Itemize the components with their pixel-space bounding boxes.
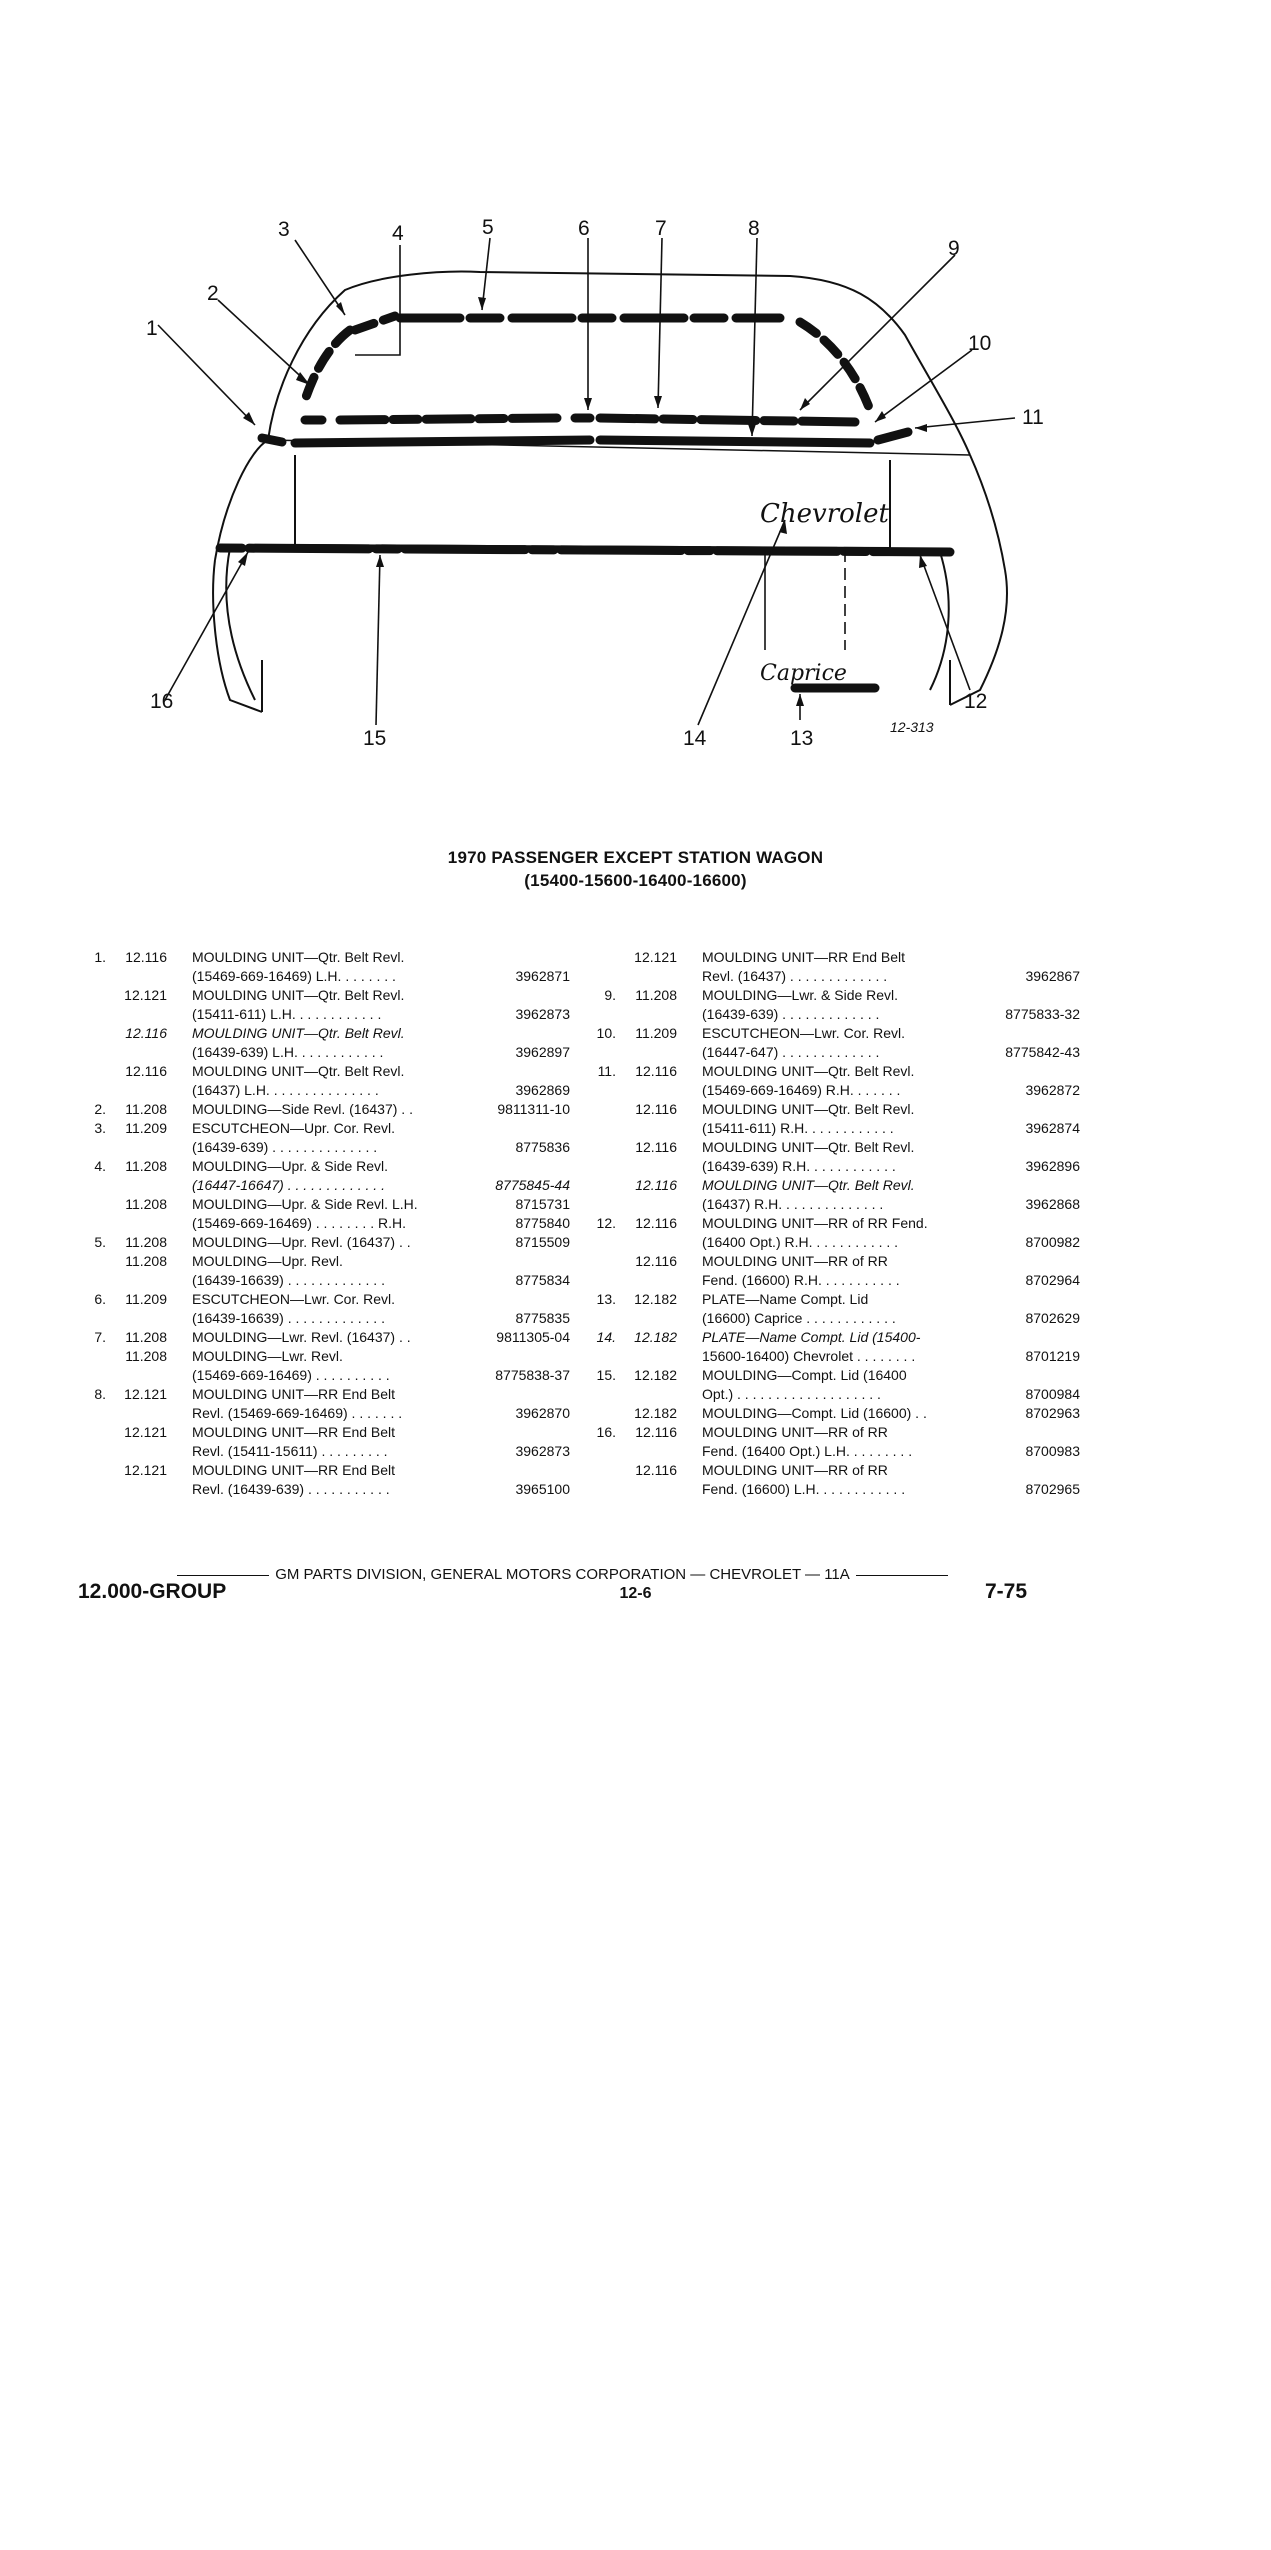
callout-8: 8 bbox=[748, 217, 760, 240]
part-description: (16439-16639) . . . . . . . . . . . . . bbox=[192, 1310, 385, 1326]
parts-row bbox=[70, 1328, 570, 1347]
part-description: Revl. (16439-639) . . . . . . . . . . . bbox=[192, 1481, 390, 1497]
part-description: MOULDING UNIT—Qtr. Belt Revl. bbox=[702, 1177, 915, 1193]
part-number: 8702629 bbox=[1025, 1310, 1080, 1326]
callout-2: 2 bbox=[207, 282, 219, 305]
item-number: 2. bbox=[94, 1101, 106, 1117]
part-description: MOULDING UNIT—RR End Belt bbox=[192, 1462, 396, 1478]
part-number: 8775845-44 bbox=[495, 1177, 570, 1193]
parts-row bbox=[580, 1043, 1080, 1062]
parts-row bbox=[580, 1442, 1080, 1461]
part-number: 3962868 bbox=[1025, 1196, 1080, 1212]
parts-row bbox=[580, 1347, 1080, 1366]
parts-row bbox=[580, 1081, 1080, 1100]
part-description: (16439-639) . . . . . . . . . . . . . . bbox=[192, 1139, 378, 1155]
item-number: 10. bbox=[596, 1025, 616, 1041]
part-description: (15411-611) L.H. . . . . . . . . . . . bbox=[192, 1006, 382, 1022]
part-description: MOULDING UNIT—Qtr. Belt Revl. bbox=[192, 1063, 405, 1079]
part-description: MOULDING—Lwr. Revl. bbox=[192, 1348, 343, 1364]
group-number: 12.116 bbox=[635, 1139, 677, 1155]
group-number: 12.121 bbox=[124, 987, 167, 1003]
part-number: 8700982 bbox=[1025, 1234, 1080, 1250]
part-description: MOULDING UNIT—RR of RR bbox=[702, 1253, 888, 1269]
parts-row bbox=[580, 1005, 1080, 1024]
group-number: 12.116 bbox=[635, 1177, 677, 1193]
group-number: 11.209 bbox=[125, 1291, 167, 1307]
part-description: Fend. (16600) L.H. . . . . . . . . . . . bbox=[702, 1481, 906, 1497]
part-description: PLATE—Name Compt. Lid bbox=[702, 1291, 869, 1307]
parts-row bbox=[580, 1119, 1080, 1138]
part-number: 8775835 bbox=[515, 1310, 570, 1326]
parts-row bbox=[70, 1233, 570, 1252]
part-description: (15469-669-16469) . . . . . . . . R.H. bbox=[192, 1215, 406, 1231]
part-description: ESCUTCHEON—Lwr. Cor. Revl. bbox=[192, 1291, 396, 1307]
part-number: 8702964 bbox=[1025, 1272, 1080, 1288]
part-description: MOULDING—Lwr. & Side Revl. bbox=[702, 987, 899, 1003]
part-description: (16439-16639) . . . . . . . . . . . . . bbox=[192, 1272, 385, 1288]
footer-date: 7-75 bbox=[985, 1580, 1028, 1603]
part-description: (16437) R.H. . . . . . . . . . . . . . bbox=[702, 1196, 884, 1212]
parts-row bbox=[70, 1423, 570, 1442]
part-description: (16439-639) L.H. . . . . . . . . . . . bbox=[192, 1044, 384, 1060]
item-number: 12. bbox=[596, 1215, 616, 1231]
group-number: 11.208 bbox=[125, 1196, 167, 1212]
part-number: 3962874 bbox=[1025, 1120, 1080, 1136]
part-description: MOULDING—Upr. & Side Revl. L.H. bbox=[192, 1196, 418, 1212]
chevrolet-script: Chevrolet bbox=[760, 499, 889, 529]
callout-14: 14 bbox=[683, 727, 707, 750]
parts-row bbox=[70, 948, 570, 967]
parts-row bbox=[70, 1309, 570, 1328]
part-description: MOULDING—Side Revl. (16437) . . bbox=[192, 1101, 413, 1117]
part-description: MOULDING—Compt. Lid (16600) . . bbox=[702, 1405, 927, 1421]
item-number: 4. bbox=[94, 1158, 106, 1174]
group-number: 12.121 bbox=[124, 1386, 167, 1402]
parts-row bbox=[70, 1290, 570, 1309]
part-description: (16439-639) . . . . . . . . . . . . . bbox=[702, 1006, 880, 1022]
group-number: 12.116 bbox=[635, 1462, 677, 1478]
parts-row bbox=[70, 1366, 570, 1385]
parts-row bbox=[580, 1271, 1080, 1290]
rear-view-diagram bbox=[0, 0, 1271, 800]
parts-row bbox=[580, 1328, 1080, 1347]
part-description: 15600-16400) Chevrolet . . . . . . . . bbox=[702, 1348, 916, 1364]
part-number: 9811311-10 bbox=[497, 1101, 570, 1117]
leader-lines bbox=[158, 238, 1015, 725]
footer-division-line bbox=[95, 1566, 1030, 1583]
part-description: (16400 Opt.) R.H. . . . . . . . . . . . bbox=[702, 1234, 899, 1250]
part-number: 8702965 bbox=[1025, 1481, 1080, 1497]
parts-row bbox=[70, 1271, 570, 1290]
parts-row bbox=[70, 1404, 570, 1423]
callout-12: 12 bbox=[964, 690, 988, 713]
part-description: (16437) L.H. . . . . . . . . . . . . . . bbox=[192, 1082, 379, 1098]
item-number: 3. bbox=[94, 1120, 106, 1136]
group-number: 12.116 bbox=[125, 949, 167, 965]
part-description: MOULDING UNIT—Qtr. Belt Revl. bbox=[702, 1063, 915, 1079]
part-number: 8775836 bbox=[515, 1139, 570, 1155]
parts-row bbox=[580, 1385, 1080, 1404]
part-description: (16447-647) . . . . . . . . . . . . . bbox=[702, 1044, 880, 1060]
parts-row bbox=[580, 1404, 1080, 1423]
part-description: ESCUTCHEON—Lwr. Cor. Revl. bbox=[702, 1025, 906, 1041]
part-description: MOULDING UNIT—Qtr. Belt Revl. bbox=[192, 949, 405, 965]
part-description: MOULDING UNIT—RR of RR bbox=[702, 1424, 888, 1440]
parts-row bbox=[580, 1100, 1080, 1119]
callout-6: 6 bbox=[578, 217, 590, 240]
parts-row bbox=[70, 1157, 570, 1176]
group-number: 11.208 bbox=[125, 1329, 167, 1345]
item-number: 6. bbox=[94, 1291, 106, 1307]
part-description: MOULDING UNIT—Qtr. Belt Revl. bbox=[702, 1101, 915, 1117]
part-number: 8702963 bbox=[1025, 1405, 1080, 1421]
parts-row bbox=[70, 1176, 570, 1195]
part-description: MOULDING UNIT—Qtr. Belt Revl. bbox=[192, 1025, 405, 1041]
parts-row bbox=[70, 1195, 570, 1214]
parts-row bbox=[70, 1480, 570, 1499]
part-number: 3962871 bbox=[515, 968, 570, 984]
parts-row bbox=[70, 1138, 570, 1157]
parts-row bbox=[580, 967, 1080, 986]
callout-1: 1 bbox=[146, 317, 158, 340]
part-description: MOULDING—Lwr. Revl. (16437) . . bbox=[192, 1329, 411, 1345]
group-number: 11.208 bbox=[125, 1234, 167, 1250]
figure-code: 12-313 bbox=[890, 719, 934, 735]
part-description: MOULDING—Compt. Lid (16400 bbox=[702, 1367, 907, 1383]
callout-13: 13 bbox=[790, 727, 814, 750]
part-number: 8775838-37 bbox=[495, 1367, 570, 1383]
group-number: 12.121 bbox=[124, 1424, 167, 1440]
part-number: 3962870 bbox=[515, 1405, 570, 1421]
parts-row bbox=[580, 1233, 1080, 1252]
page-subtitle: (15400-15600-16400-16600) bbox=[524, 871, 747, 890]
parts-row bbox=[580, 1290, 1080, 1309]
parts-row bbox=[70, 1081, 570, 1100]
parts-row bbox=[580, 1214, 1080, 1233]
car-body-outline bbox=[213, 272, 1007, 712]
part-description: (16439-639) R.H. . . . . . . . . . . . bbox=[702, 1158, 896, 1174]
part-description: (15411-611) R.H. . . . . . . . . . . . bbox=[702, 1120, 894, 1136]
callout-15: 15 bbox=[363, 727, 387, 750]
part-description: Revl. (15411-15611) . . . . . . . . . bbox=[192, 1443, 388, 1459]
parts-row bbox=[580, 1157, 1080, 1176]
group-number: 11.208 bbox=[125, 1253, 167, 1269]
parts-row bbox=[70, 1252, 570, 1271]
parts-row bbox=[70, 1100, 570, 1119]
group-number: 12.116 bbox=[635, 1063, 677, 1079]
item-number: 9. bbox=[604, 987, 616, 1003]
page-title: 1970 PASSENGER EXCEPT STATION WAGON bbox=[447, 848, 824, 867]
item-number: 16. bbox=[596, 1424, 616, 1440]
parts-row bbox=[70, 1062, 570, 1081]
parts-row bbox=[580, 1366, 1080, 1385]
part-number: 8700983 bbox=[1025, 1443, 1080, 1459]
group-number: 12.116 bbox=[635, 1424, 677, 1440]
part-description: MOULDING UNIT—RR End Belt bbox=[192, 1386, 396, 1402]
group-number: 11.208 bbox=[125, 1101, 167, 1117]
parts-row bbox=[70, 967, 570, 986]
parts-row bbox=[580, 1138, 1080, 1157]
part-number: 8700984 bbox=[1025, 1386, 1080, 1402]
part-number: 3965100 bbox=[515, 1481, 570, 1497]
part-description: MOULDING UNIT—RR End Belt bbox=[192, 1424, 396, 1440]
part-description: (15469-669-16469) . . . . . . . . . . bbox=[192, 1367, 390, 1383]
parts-row bbox=[70, 986, 570, 1005]
part-description: Revl. (15469-669-16469) . . . . . . . bbox=[192, 1405, 403, 1421]
part-number: 3962867 bbox=[1025, 968, 1080, 984]
parts-row bbox=[580, 1024, 1080, 1043]
part-description: MOULDING—Upr. & Side Revl. bbox=[192, 1158, 389, 1174]
part-number: 3962869 bbox=[515, 1082, 570, 1098]
parts-row bbox=[580, 948, 1080, 967]
group-number: 12.116 bbox=[125, 1063, 167, 1079]
part-description: PLATE—Name Compt. Lid (15400- bbox=[702, 1329, 921, 1345]
item-number: 15. bbox=[596, 1367, 616, 1383]
group-number: 11.209 bbox=[635, 1025, 677, 1041]
group-number: 11.208 bbox=[635, 987, 677, 1003]
group-number: 11.208 bbox=[125, 1158, 167, 1174]
part-number: 3962872 bbox=[1025, 1082, 1080, 1098]
group-number: 12.116 bbox=[635, 1215, 677, 1231]
part-number: 9811305-04 bbox=[496, 1329, 570, 1345]
part-description: MOULDING UNIT—RR End Belt bbox=[702, 949, 906, 965]
parts-row bbox=[70, 1347, 570, 1366]
footer-division: GM PARTS DIVISION, GENERAL MOTORS CORPORATION — CHEVROLET — 11A bbox=[275, 1566, 850, 1583]
parts-row bbox=[580, 1480, 1080, 1499]
part-number: 3962896 bbox=[1025, 1158, 1080, 1174]
item-number: 7. bbox=[94, 1329, 106, 1345]
part-description: (16600) Caprice . . . . . . . . . . . . bbox=[702, 1310, 896, 1326]
item-number: 5. bbox=[94, 1234, 106, 1250]
callout-10: 10 bbox=[968, 332, 992, 355]
parts-row bbox=[580, 1423, 1080, 1442]
part-number: 8715509 bbox=[515, 1234, 570, 1250]
item-number: 11. bbox=[597, 1063, 616, 1079]
part-number: 3962873 bbox=[515, 1443, 570, 1459]
part-description: Fend. (16400 Opt.) L.H. . . . . . . . . bbox=[702, 1443, 913, 1459]
part-description: ESCUTCHEON—Upr. Cor. Revl. bbox=[192, 1120, 396, 1136]
parts-row bbox=[70, 1385, 570, 1404]
group-number: 12.121 bbox=[634, 949, 677, 965]
parts-row bbox=[580, 1461, 1080, 1480]
part-description: (15469-669-16469) L.H. . . . . . . . bbox=[192, 968, 396, 984]
callout-16: 16 bbox=[150, 690, 174, 713]
group-number: 11.208 bbox=[125, 1348, 167, 1364]
callout-9: 9 bbox=[948, 237, 960, 260]
group-number: 12.182 bbox=[634, 1405, 677, 1421]
part-description: MOULDING UNIT—RR of RR bbox=[702, 1462, 888, 1478]
callout-4: 4 bbox=[392, 222, 404, 245]
part-number: 8775840 bbox=[515, 1215, 570, 1231]
group-number: 11.209 bbox=[125, 1120, 167, 1136]
part-number: 8775833-32 bbox=[1005, 1006, 1080, 1022]
parts-row bbox=[580, 1309, 1080, 1328]
part-description: MOULDING UNIT—Qtr. Belt Revl. bbox=[192, 987, 405, 1003]
caprice-script: Caprice bbox=[760, 661, 847, 686]
group-number: 12.121 bbox=[124, 1462, 167, 1478]
footer-group: 12.000-GROUP bbox=[78, 1580, 227, 1603]
parts-row bbox=[580, 1195, 1080, 1214]
item-number: 13. bbox=[596, 1291, 616, 1307]
part-description: (16447-16647) . . . . . . . . . . . . . bbox=[192, 1177, 385, 1193]
parts-row bbox=[580, 986, 1080, 1005]
group-number: 12.182 bbox=[634, 1329, 677, 1345]
part-description: MOULDING UNIT—Qtr. Belt Revl. bbox=[702, 1139, 915, 1155]
callout-7: 7 bbox=[655, 217, 667, 240]
group-number: 12.116 bbox=[635, 1253, 677, 1269]
parts-row bbox=[70, 1442, 570, 1461]
footer-page-number: 12-6 bbox=[619, 1585, 652, 1602]
part-description: Opt.) . . . . . . . . . . . . . . . . . . . bbox=[702, 1386, 881, 1402]
part-number: 3962897 bbox=[515, 1044, 570, 1060]
part-number: 8775842-43 bbox=[1005, 1044, 1080, 1060]
part-number: 8775834 bbox=[515, 1272, 570, 1288]
item-number: 8. bbox=[94, 1386, 106, 1402]
group-number: 12.182 bbox=[634, 1367, 677, 1383]
part-description: Fend. (16600) R.H. . . . . . . . . . . bbox=[702, 1272, 900, 1288]
parts-row bbox=[70, 1214, 570, 1233]
group-number: 12.116 bbox=[635, 1101, 677, 1117]
parts-list-right bbox=[580, 948, 1080, 1499]
item-number: 1. bbox=[94, 949, 106, 965]
callout-3: 3 bbox=[278, 218, 290, 241]
part-description: MOULDING—Upr. Revl. (16437) . . bbox=[192, 1234, 411, 1250]
parts-list-left bbox=[70, 948, 570, 1499]
part-number: 3962873 bbox=[515, 1006, 570, 1022]
parts-row bbox=[580, 1062, 1080, 1081]
parts-row bbox=[70, 1005, 570, 1024]
item-number: 14. bbox=[596, 1329, 616, 1345]
parts-row bbox=[70, 1043, 570, 1062]
parts-row bbox=[70, 1461, 570, 1480]
callout-5: 5 bbox=[482, 216, 494, 239]
part-description: Revl. (16437) . . . . . . . . . . . . . bbox=[702, 968, 888, 984]
part-description: MOULDING UNIT—RR of RR Fend. bbox=[702, 1215, 928, 1231]
part-description: MOULDING—Upr. Revl. bbox=[192, 1253, 343, 1269]
parts-row bbox=[70, 1119, 570, 1138]
part-description: (15469-669-16469) R.H. . . . . . . bbox=[702, 1082, 901, 1098]
part-number: 8715731 bbox=[515, 1196, 570, 1212]
group-number: 12.182 bbox=[634, 1291, 677, 1307]
part-number: 8701219 bbox=[1025, 1348, 1080, 1364]
callout-11: 11 bbox=[1022, 406, 1044, 429]
group-number: 12.116 bbox=[125, 1025, 167, 1041]
parts-row bbox=[580, 1176, 1080, 1195]
parts-row bbox=[70, 1024, 570, 1043]
parts-row bbox=[580, 1252, 1080, 1271]
